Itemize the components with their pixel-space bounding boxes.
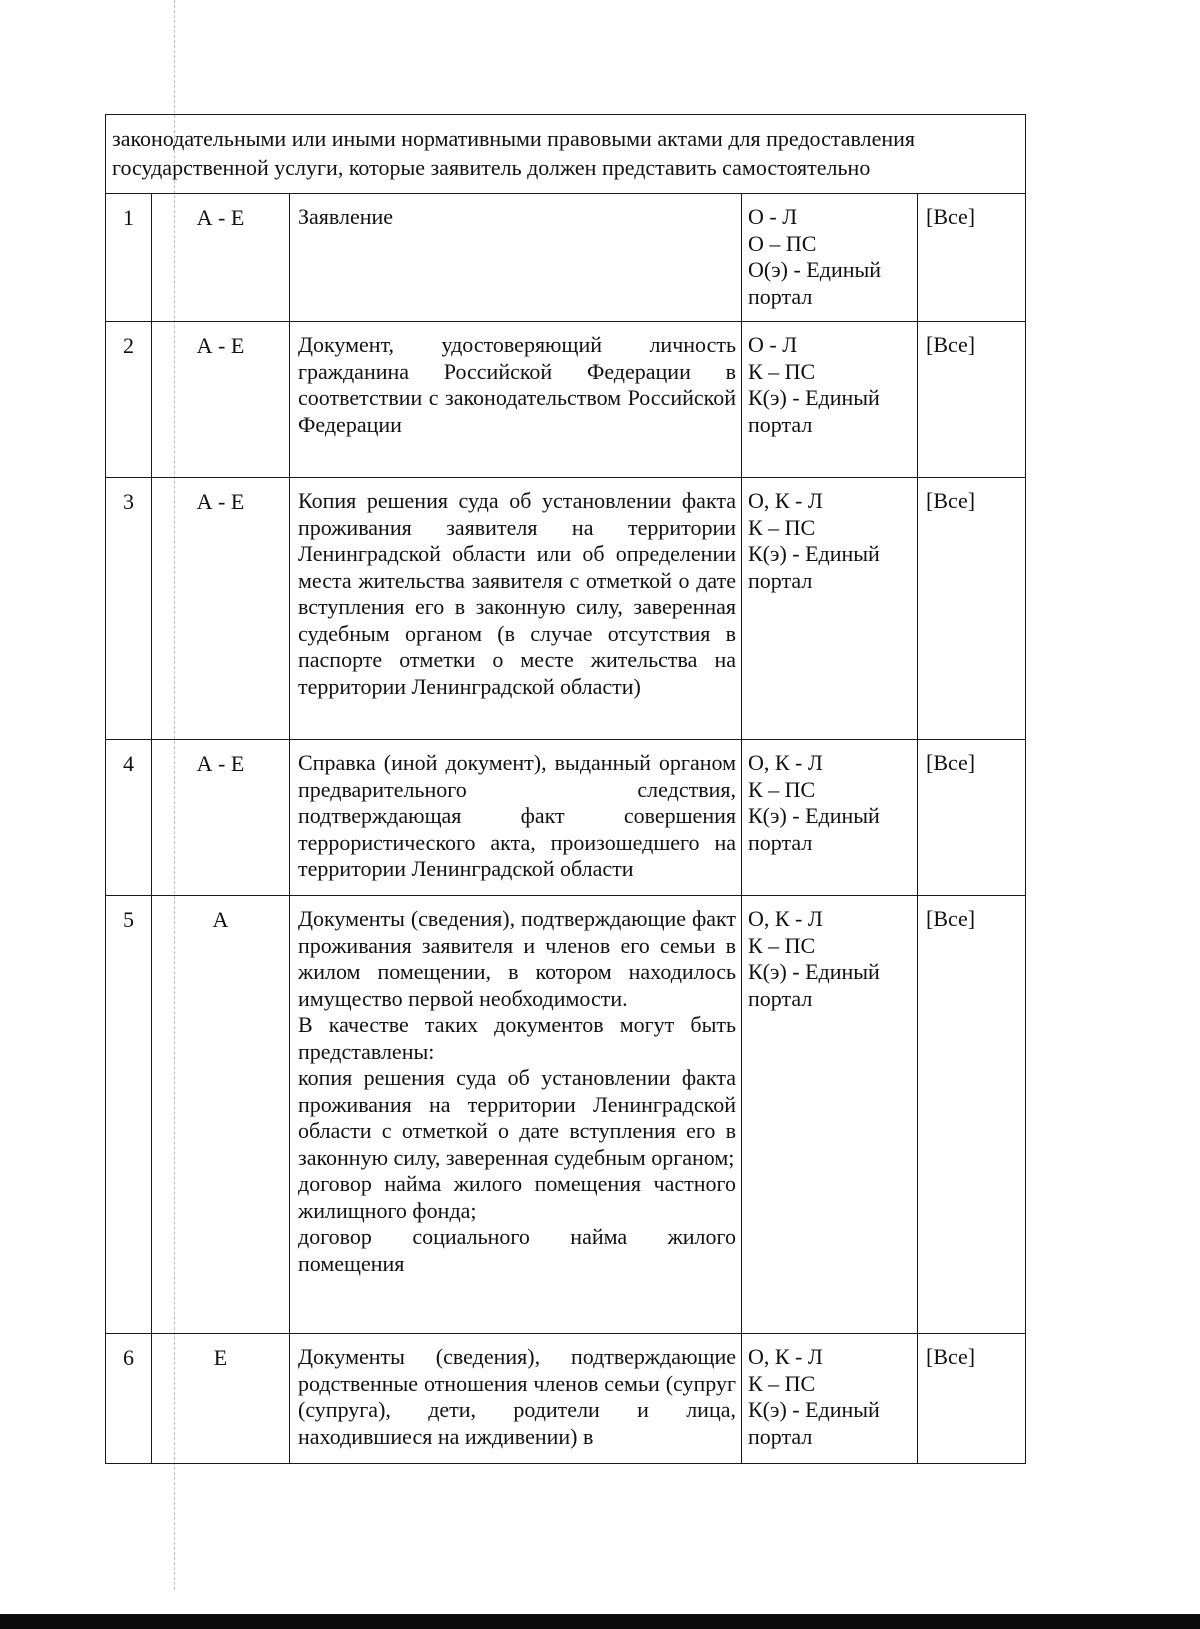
row-number: 5 (106, 896, 152, 1334)
submission-form (742, 1334, 918, 1464)
document-name (290, 1334, 742, 1464)
table-row (106, 740, 1026, 896)
table-row (106, 896, 1026, 1334)
document-name (290, 194, 742, 322)
scope-cell: [Все] (918, 478, 1026, 740)
form-line: К – ПС (748, 514, 816, 540)
document-name (290, 740, 742, 896)
table-row (106, 322, 1026, 478)
table-row (106, 194, 1026, 322)
submission-form (742, 740, 918, 896)
form-line: К(э) - Единый (748, 1397, 880, 1422)
form-line: О - Л (748, 204, 798, 229)
form-line: портал (748, 829, 813, 855)
scope-cell: [Все] (918, 740, 1026, 896)
form-line: О – ПС (748, 230, 817, 256)
form-line: портал (748, 411, 813, 437)
applicant-category: Е (152, 1334, 290, 1464)
document-text: копия решения суда об установлении факта проживания на территории Ленинградской области с отметкой о дате вступления его в законную силу, заверенная судебным органом; (298, 1065, 736, 1170)
form-line: портал (748, 985, 813, 1011)
document-name (290, 896, 742, 1334)
document-name (290, 478, 742, 740)
scope-cell: [Все] (918, 896, 1026, 1334)
submission-form (742, 478, 918, 740)
applicant-category: А - Е (152, 194, 290, 322)
form-line: портал (748, 1423, 813, 1449)
row-number: 6 (106, 1334, 152, 1464)
document-name (290, 322, 742, 478)
form-line: О, К - Л (748, 750, 823, 775)
submission-form (742, 322, 918, 478)
form-line: К(э) - Единый (748, 959, 880, 984)
form-line: О - Л (748, 332, 798, 357)
scope-cell: [Все] (918, 194, 1026, 322)
table-header-row (106, 115, 1026, 194)
document-text: договор социального найма жилого помещения (298, 1224, 736, 1276)
document-text: договор найма жилого помещения частного жилищного фонда; (298, 1171, 736, 1223)
submission-form (742, 194, 918, 322)
scope-cell: [Все] (918, 322, 1026, 478)
table-header-text: законодательными или иными нормативными правовыми актами для предоставления государственной услуги, которые заявитель должен представить самостоятельно (106, 115, 1026, 194)
document-text: Заявление (298, 204, 394, 229)
applicant-category: А - Е (152, 740, 290, 896)
applicant-category: А (152, 896, 290, 1334)
form-line: К – ПС (748, 1370, 816, 1396)
document-text: Документы (сведения), подтверждающие родственные отношения членов семьи (супруг (супруга), дети, родители и лица, находившиеся на иждивении) в (298, 1344, 736, 1449)
form-line: О(э) - Единый (748, 257, 882, 282)
document-text: Копия решения суда об установлении факта проживания заявителя на территории Ленинградской области или об определении места жительства заявителя с отметкой о дате вступления его в законную силу, заверенная судебным органом (в случае отсутствия в паспорте отметки о месте жительства на территории Ленинградской области) (298, 488, 736, 699)
form-line: О, К - Л (748, 1344, 823, 1369)
row-number: 3 (106, 478, 152, 740)
form-line: портал (748, 567, 813, 593)
applicant-category: А - Е (152, 478, 290, 740)
document-text: Справка (иной документ), выданный органом предварительного следствия, подтверждающая факт совершения террористического акта, произошедшего на территории Ленинградской области (298, 750, 736, 881)
form-line: К(э) - Единый (748, 541, 880, 566)
applicant-category: А - Е (152, 322, 290, 478)
row-number: 1 (106, 194, 152, 322)
table-row (106, 478, 1026, 740)
document-text: Документ, удостоверяющий личность гражданина Российской Федерации в соответствии с законодательством Российской Федерации (298, 332, 736, 437)
form-line: О, К - Л (748, 488, 823, 513)
scope-cell: [Все] (918, 1334, 1026, 1464)
form-line: К – ПС (748, 776, 816, 802)
form-line: К – ПС (748, 932, 816, 958)
form-line: портал (748, 283, 813, 309)
row-number: 4 (106, 740, 152, 896)
row-number: 2 (106, 322, 152, 478)
form-line: К(э) - Единый (748, 385, 880, 410)
submission-form (742, 896, 918, 1334)
document-text: Документы (сведения), подтверждающие факт проживания заявителя и членов его семьи в жилом помещении, в котором находилось имущество первой необходимости. (298, 906, 736, 1011)
form-line: О, К - Л (748, 906, 823, 931)
documents-table (105, 114, 1026, 1464)
document-text: В качестве таких документов могут быть представлены: (298, 1012, 736, 1064)
form-line: К – ПС (748, 358, 816, 384)
form-line: К(э) - Единый (748, 803, 880, 828)
table-row (106, 1334, 1026, 1464)
scan-bottom-edge (0, 1614, 1200, 1629)
